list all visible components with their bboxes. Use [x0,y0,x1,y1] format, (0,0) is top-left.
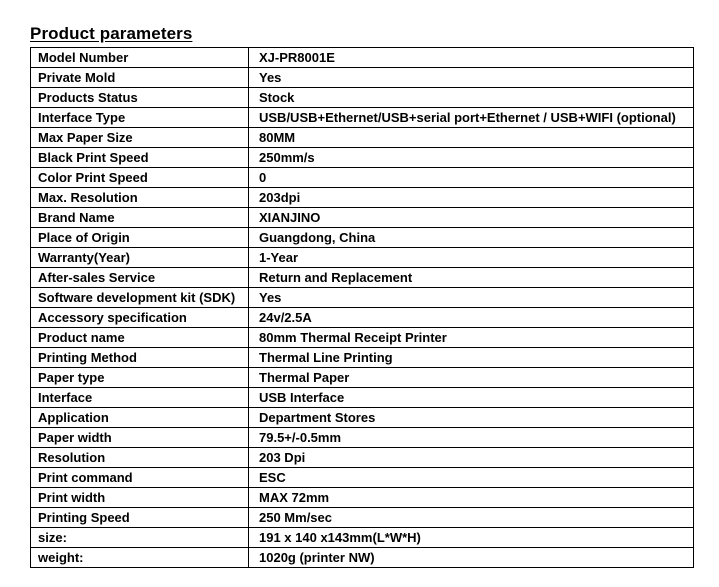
table-row [31,168,694,188]
parameter-value-cell: 80MM [249,128,694,148]
parameter-value-cell: Guangdong, China [249,228,694,248]
parameter-value-cell: 203 Dpi [249,448,694,468]
parameter-name-cell: Max Paper Size [31,128,249,148]
table-row [31,368,694,388]
parameter-name-cell: Accessory specification [31,308,249,328]
parameter-name-cell: Printing Speed [31,508,249,528]
parameter-name-cell: Max. Resolution [31,188,249,208]
parameter-name-cell: Product name [31,328,249,348]
table-row [31,48,694,68]
parameter-value-cell: 1-Year [249,248,694,268]
parameter-value-cell: XJ-PR8001E [249,48,694,68]
parameter-value-cell: XIANJINO [249,208,694,228]
parameter-value-cell: Yes [249,68,694,88]
parameter-value-cell: 0 [249,168,694,188]
table-row [31,428,694,448]
parameter-value-cell: 1020g (printer NW) [249,548,694,568]
parameter-name-cell: Interface Type [31,108,249,128]
parameter-name-cell: Resolution [31,448,249,468]
parameter-name-cell: Paper type [31,368,249,388]
parameter-name-cell: Products Status [31,88,249,108]
table-row [31,108,694,128]
table-row [31,328,694,348]
parameter-name-cell: Model Number [31,48,249,68]
parameter-value-cell: MAX 72mm [249,488,694,508]
parameter-value-cell: 80mm Thermal Receipt Printer [249,328,694,348]
table-row [31,248,694,268]
table-row [31,468,694,488]
table-row [31,488,694,508]
table-row [31,268,694,288]
table-row [31,128,694,148]
parameter-name-cell: size: [31,528,249,548]
table-row [31,408,694,428]
parameter-value-cell: 250 Mm/sec [249,508,694,528]
table-row [31,68,694,88]
parameter-name-cell: Warranty(Year) [31,248,249,268]
parameter-name-cell: Print width [31,488,249,508]
page-title: Product parameters [30,24,193,43]
table-row [31,88,694,108]
parameter-value-cell: Stock [249,88,694,108]
parameter-name-cell: After-sales Service [31,268,249,288]
parameter-name-cell: Place of Origin [31,228,249,248]
table-row [31,348,694,368]
parameter-value-cell: 191 x 140 x143mm(L*W*H) [249,528,694,548]
parameter-value-cell: 79.5+/-0.5mm [249,428,694,448]
parameter-value-cell: 250mm/s [249,148,694,168]
table-row [31,508,694,528]
parameter-value-cell: USB Interface [249,388,694,408]
parameter-value-cell: USB/USB+Ethernet/USB+serial port+Ethernet / USB+WIFI (optional) [249,108,694,128]
table-row [31,308,694,328]
parameter-name-cell: Print command [31,468,249,488]
parameter-value-cell: 24v/2.5A [249,308,694,328]
parameter-name-cell: Application [31,408,249,428]
parameter-name-cell: Black Print Speed [31,148,249,168]
parameter-value-cell: Department Stores [249,408,694,428]
table-row [31,528,694,548]
table-row [31,188,694,208]
parameter-name-cell: Paper width [31,428,249,448]
table-row [31,148,694,168]
table-row [31,208,694,228]
parameter-name-cell: Printing Method [31,348,249,368]
parameter-name-cell: Color Print Speed [31,168,249,188]
table-row [31,228,694,248]
product-parameters-table [30,47,694,568]
table-row [31,288,694,308]
parameter-value-cell: Thermal Line Printing [249,348,694,368]
table-row [31,548,694,568]
parameter-value-cell: ESC [249,468,694,488]
parameter-name-cell: Private Mold [31,68,249,88]
table-row [31,388,694,408]
parameter-value-cell: Thermal Paper [249,368,694,388]
parameter-value-cell: 203dpi [249,188,694,208]
parameter-name-cell: Interface [31,388,249,408]
parameter-value-cell: Yes [249,288,694,308]
parameter-name-cell: Brand Name [31,208,249,228]
table-row [31,448,694,468]
parameter-value-cell: Return and Replacement [249,268,694,288]
parameter-name-cell: weight: [31,548,249,568]
table-body [31,48,694,568]
parameter-name-cell: Software development kit (SDK) [31,288,249,308]
